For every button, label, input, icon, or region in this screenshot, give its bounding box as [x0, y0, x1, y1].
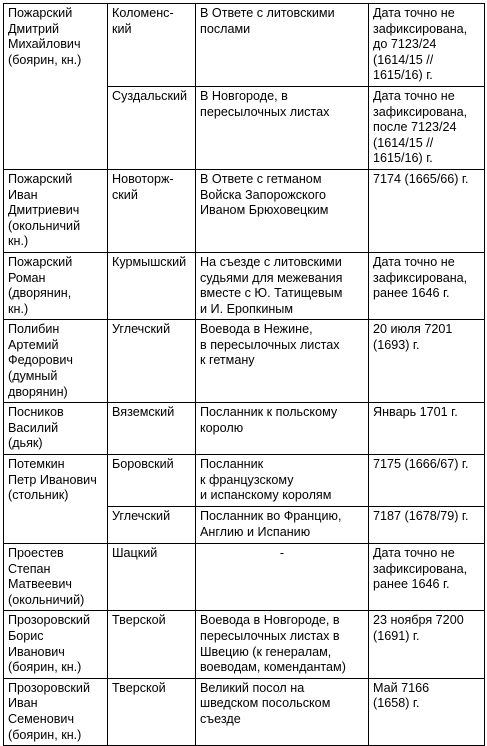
- office-cell: В Ответе с литовскими послами: [196, 4, 369, 87]
- person-cell: Потемкин Петр Иванович (стольник): [4, 455, 108, 544]
- office-cell: -: [196, 544, 369, 611]
- office-cell: Посланник к польскому королю: [196, 403, 369, 455]
- office-cell: В Ответе с гетманом Войска Запорожского Иваном Брюховецким: [196, 169, 369, 252]
- district-cell: Коломенс- кий: [108, 4, 196, 87]
- table-row: [4, 4, 485, 87]
- date-cell: Дата точно не зафиксирована, ранее 1646 г.: [369, 252, 485, 319]
- office-cell: Посланник к французскому и испанскому королям: [196, 455, 369, 507]
- document-table: [3, 3, 485, 746]
- district-cell: Углечский: [108, 320, 196, 403]
- person-cell: Проестев Степан Матвеевич (окольничий): [4, 544, 108, 611]
- table-row: [4, 455, 485, 507]
- date-cell: Январь 1701 г.: [369, 403, 485, 455]
- person-cell: Прозоровский Иван Семенович (боярин, кн.): [4, 678, 108, 745]
- office-cell: На съезде с литовскими судьями для межевания вместе с Ю. Татищевым и И. Еропкиным: [196, 252, 369, 319]
- district-cell: Новоторж- ский: [108, 169, 196, 252]
- date-cell: Дата точно не зафиксирована, после 7123/24 (1614/15 // 1615/16) г.: [369, 86, 485, 169]
- date-cell: 7187 (1678/79) г.: [369, 507, 485, 544]
- office-cell: Воевода в Новгороде, в пересылочных листах в Швецию (к генералам, воеводам, комендантам): [196, 611, 369, 678]
- table-row: [4, 252, 485, 319]
- district-cell: Углечский: [108, 507, 196, 544]
- district-cell: Тверской: [108, 611, 196, 678]
- date-cell: Май 7166 (1658) г.: [369, 678, 485, 745]
- district-cell: Боровский: [108, 455, 196, 507]
- person-cell: Полибин Артемий Федорович (думный дворянин): [4, 320, 108, 403]
- date-cell: 7175 (1666/67) г.: [369, 455, 485, 507]
- district-cell: Шацкий: [108, 544, 196, 611]
- table-row: [4, 169, 485, 252]
- district-cell: Курмышский: [108, 252, 196, 319]
- person-cell: Посников Василий (дьяк): [4, 403, 108, 455]
- date-cell: 20 июля 7201 (1693) г.: [369, 320, 485, 403]
- office-cell: Великий посол на шведском посольском съезде: [196, 678, 369, 745]
- office-cell: Посланник во Францию, Англию и Испанию: [196, 507, 369, 544]
- table-row: [4, 544, 485, 611]
- date-cell: 23 ноября 7200 (1691) г.: [369, 611, 485, 678]
- table-row: [4, 403, 485, 455]
- office-cell: Воевода в Нежине, в пересылочных листах к гетману: [196, 320, 369, 403]
- person-cell: Прозоровский Борис Иванович (боярин, кн.): [4, 611, 108, 678]
- table-row: [4, 678, 485, 745]
- person-cell: Пожарский Иван Дмитриевич (окольничий кн.): [4, 169, 108, 252]
- table-row: [4, 320, 485, 403]
- district-cell: Суздальский: [108, 86, 196, 169]
- person-cell: Пожарский Дмитрий Михайлович (боярин, кн.): [4, 4, 108, 170]
- date-cell: Дата точно не зафиксирована, ранее 1646 г.: [369, 544, 485, 611]
- office-cell: В Новгороде, в пересылочных листах: [196, 86, 369, 169]
- table-row: [4, 611, 485, 678]
- date-cell: Дата точно не зафиксирована, до 7123/24 (1614/15 // 1615/16) г.: [369, 4, 485, 87]
- date-cell: 7174 (1665/66) г.: [369, 169, 485, 252]
- person-cell: Пожарский Роман (дворянин, кн.): [4, 252, 108, 319]
- district-cell: Тверской: [108, 678, 196, 745]
- district-cell: Вяземский: [108, 403, 196, 455]
